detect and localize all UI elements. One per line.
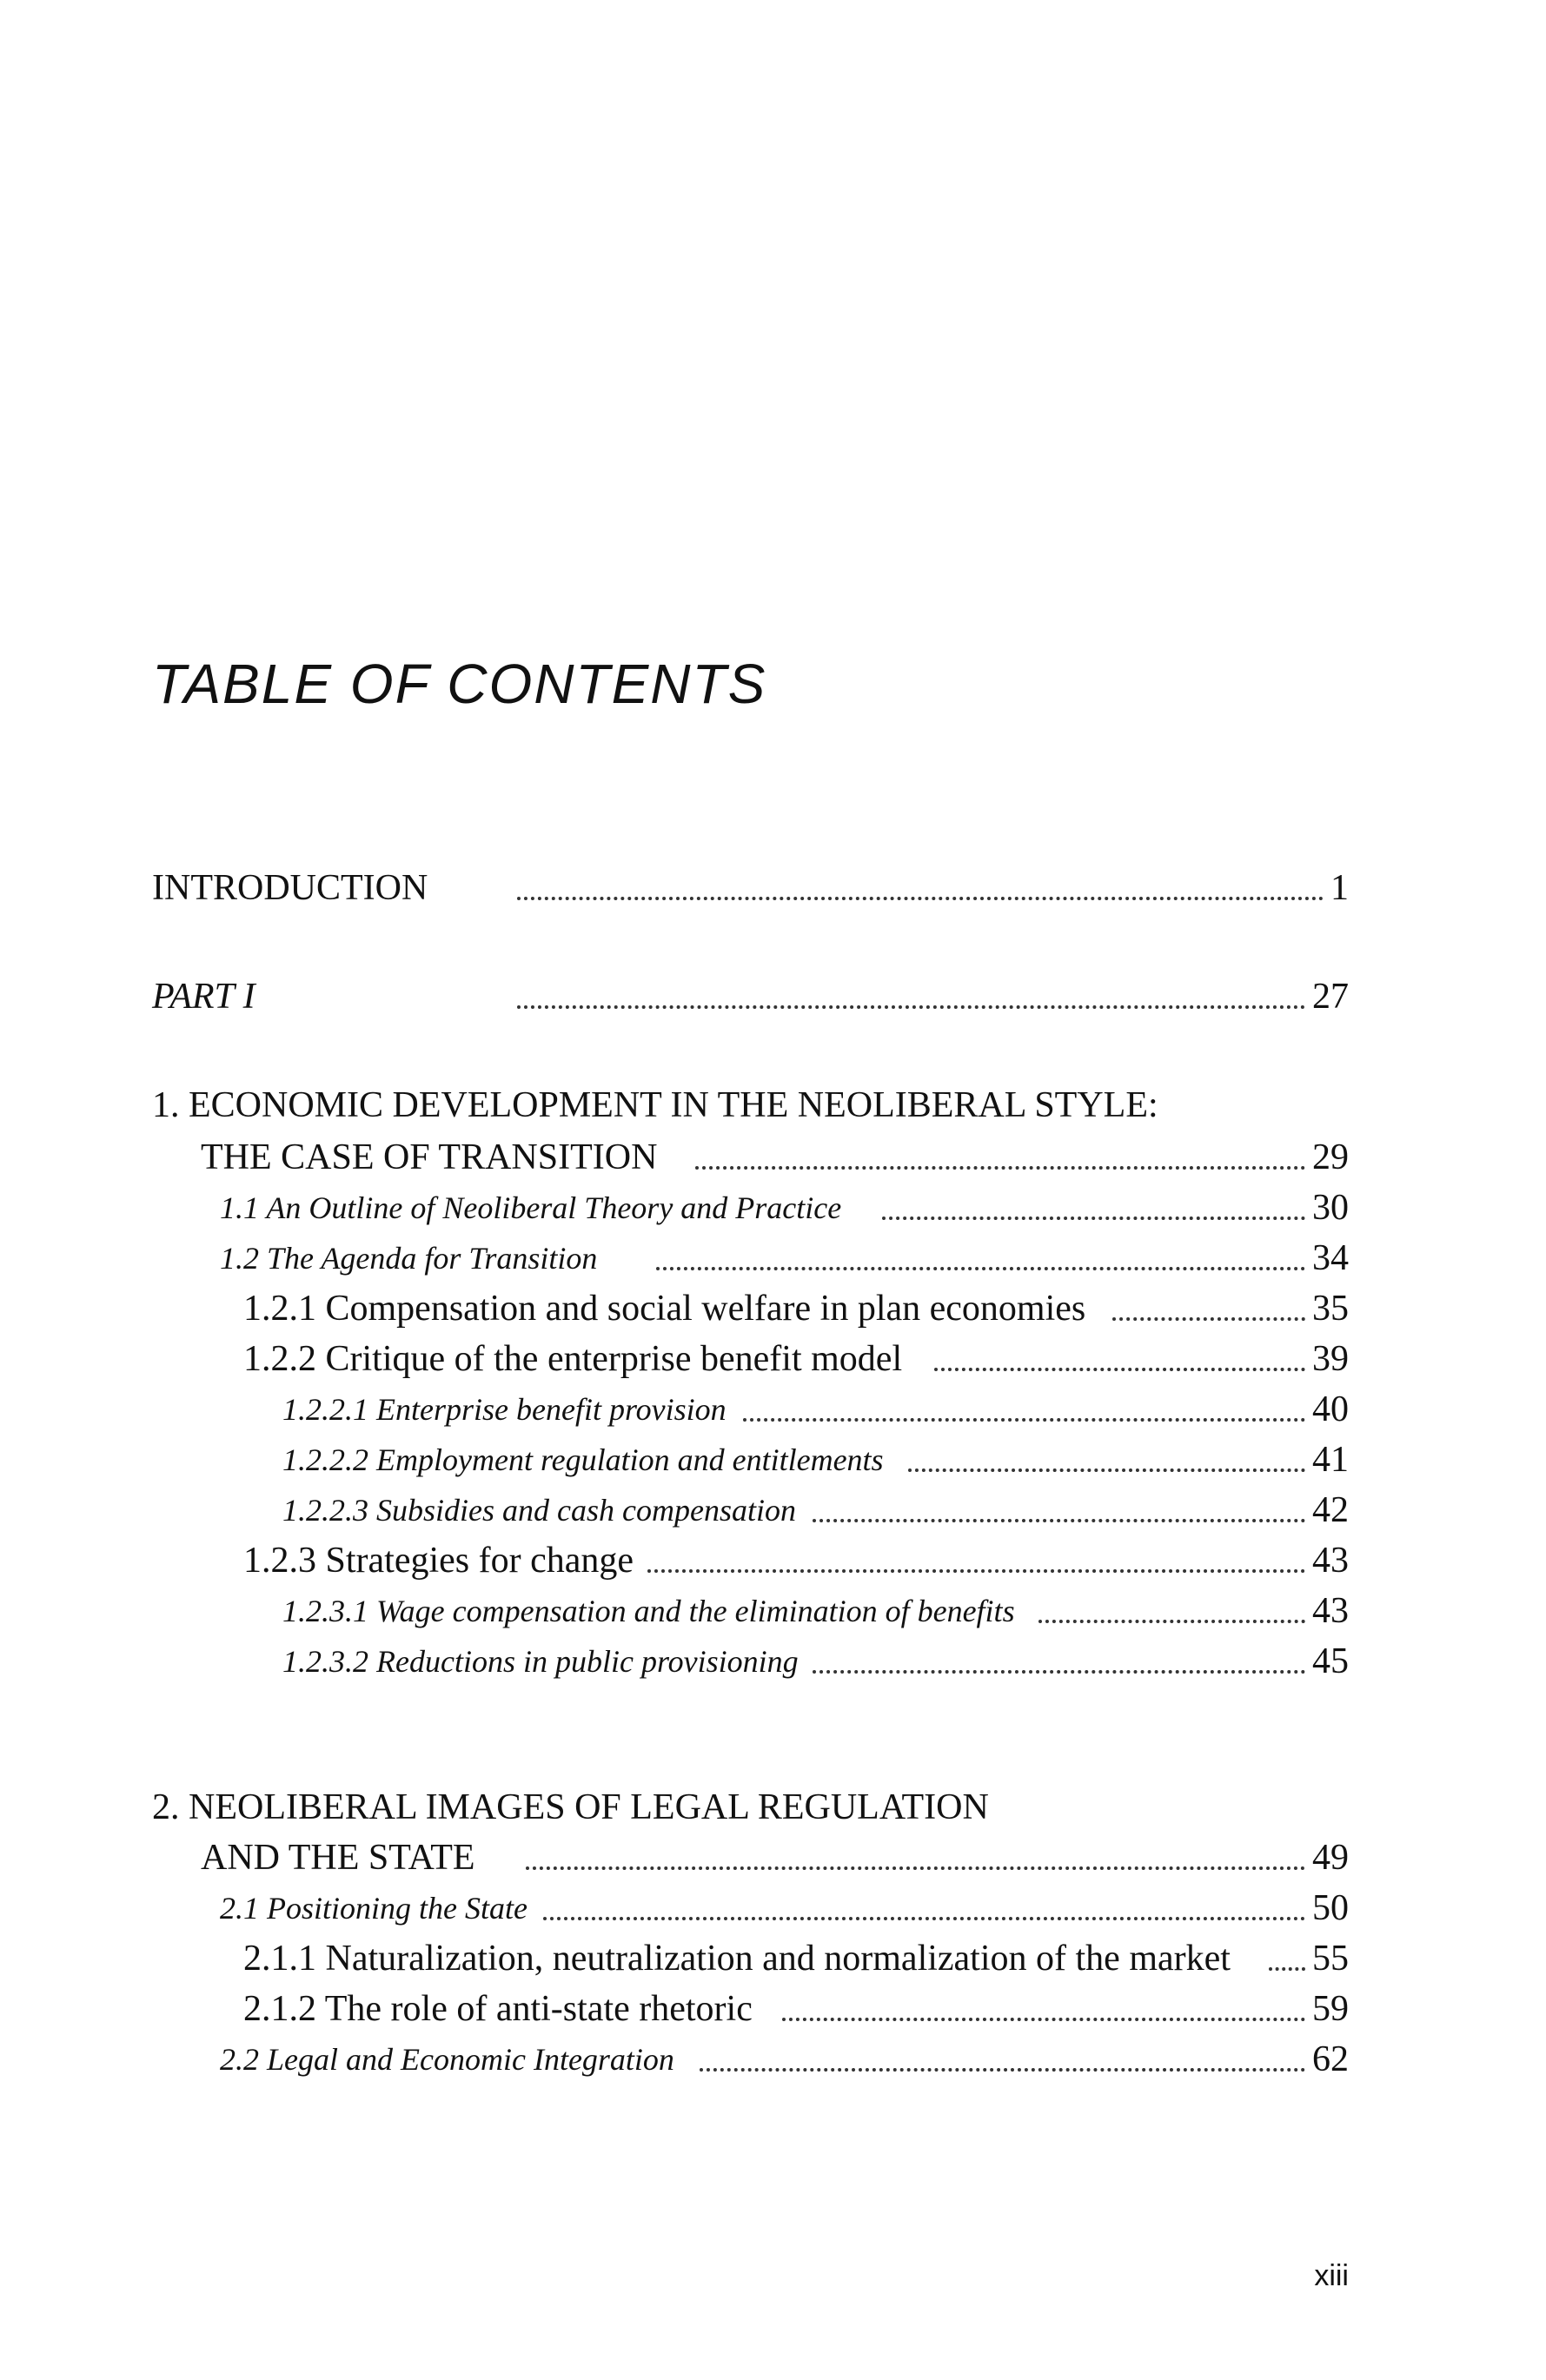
leader-dots	[1038, 1620, 1305, 1623]
toc-entry-label: PART I	[152, 977, 255, 1017]
toc-entry-1-2	[0, 1232, 1546, 1284]
leader-dots	[882, 1217, 1305, 1220]
toc-entry-2-2	[0, 2033, 1546, 2085]
toc-entry-page: 30	[1312, 1188, 1349, 1228]
toc-entry-2-1	[0, 1882, 1546, 1934]
toc-entry-part-1	[0, 971, 1546, 1023]
toc-entry-introduction	[0, 862, 1546, 914]
leader-dots	[526, 1866, 1305, 1870]
leader-dots	[517, 1005, 1305, 1009]
leader-dots	[1269, 1967, 1305, 1971]
toc-entry-page: 34	[1312, 1238, 1349, 1278]
leader-dots	[1112, 1317, 1305, 1321]
chapter-2-heading: 2. NEOLIBERAL IMAGES OF LEGAL REGULATION	[152, 1787, 989, 1827]
leader-dots	[743, 1418, 1305, 1422]
toc-entry-page: 42	[1312, 1490, 1349, 1530]
toc-entry-2-1-1	[0, 1933, 1546, 1985]
toc-entry-2-1-2	[0, 1983, 1546, 2035]
leader-dots	[782, 2018, 1305, 2021]
leader-dots	[813, 1670, 1305, 1674]
toc-entry-1-2-2-1	[0, 1383, 1546, 1435]
leader-dots	[543, 1917, 1305, 1920]
page-title: TABLE OF CONTENTS	[152, 653, 767, 715]
toc-entry-label: 1.2 The Agenda for Transition	[220, 1241, 598, 1276]
toc-entry-page: 41	[1312, 1440, 1349, 1480]
toc-entry-label: 1.1 An Outline of Neoliberal Theory and Practice	[220, 1190, 842, 1225]
page-number: xiii	[1314, 2259, 1349, 2292]
toc-entry-label: 1.2.3.1 Wage compensation and the elimination of benefits	[282, 1594, 1015, 1628]
toc-entry-label: 1.2.1 Compensation and social welfare in plan economies	[243, 1289, 1086, 1329]
toc-entry-label: 2.2 Legal and Economic Integration	[220, 2042, 674, 2077]
toc-entry-label: 2.1.1 Naturalization, neutralization and normalization of the market	[243, 1939, 1231, 1979]
toc-entry-label: THE CASE OF TRANSITION	[201, 1137, 658, 1177]
toc-entry-1-2-2-3	[0, 1484, 1546, 1536]
toc-entry-1-2-1	[0, 1283, 1546, 1335]
toc-entry-page: 39	[1312, 1339, 1349, 1379]
leader-dots	[813, 1519, 1305, 1522]
leader-dots	[517, 897, 1324, 900]
toc-entry-1-2-3-1	[0, 1585, 1546, 1637]
toc-entry-1-2-3-2	[0, 1635, 1546, 1687]
leader-dots	[908, 1468, 1305, 1472]
toc-entry-chapter-1	[0, 1131, 1546, 1183]
toc-entry-1-1	[0, 1182, 1546, 1234]
toc-entry-label: 1.2.2.2 Employment regulation and entitlements	[282, 1442, 884, 1477]
toc-entry-page: 50	[1312, 1888, 1349, 1928]
toc-entry-label: 2.1 Positioning the State	[220, 1891, 527, 1926]
toc-entry-page: 35	[1312, 1289, 1349, 1329]
toc-entry-page: 43	[1312, 1591, 1349, 1631]
toc-entry-page: 55	[1312, 1939, 1349, 1979]
leader-dots	[647, 1569, 1305, 1573]
toc-entry-label: 1.2.3 Strategies for change	[243, 1541, 634, 1581]
toc-entry-page: 1	[1330, 868, 1349, 908]
toc-entry-chapter-2	[0, 1832, 1546, 1884]
toc-entry-label: 2.1.2 The role of anti-state rhetoric	[243, 1989, 753, 2029]
toc-entry-page: 43	[1312, 1541, 1349, 1581]
toc-entry-1-2-2-2	[0, 1434, 1546, 1486]
toc-entry-page: 49	[1312, 1838, 1349, 1878]
toc-entry-1-2-2	[0, 1333, 1546, 1385]
toc-entry-label: 1.2.3.2 Reductions in public provisioning	[282, 1644, 799, 1679]
toc-entry-label: 1.2.2.1 Enterprise benefit provision	[282, 1392, 727, 1427]
toc-entry-page: 29	[1312, 1137, 1349, 1177]
leader-dots	[695, 1166, 1305, 1170]
toc-entry-label: INTRODUCTION	[152, 868, 428, 908]
leader-dots	[700, 2068, 1305, 2072]
toc-entry-page: 40	[1312, 1389, 1349, 1429]
toc-entry-1-2-3	[0, 1535, 1546, 1587]
toc-entry-label: 1.2.2.3 Subsidies and cash compensation	[282, 1493, 796, 1528]
toc-entry-page: 27	[1312, 977, 1349, 1017]
leader-dots	[934, 1368, 1305, 1371]
toc-entry-page: 45	[1312, 1641, 1349, 1681]
toc-entry-label: 1.2.2 Critique of the enterprise benefit model	[243, 1339, 903, 1379]
chapter-1-heading: 1. ECONOMIC DEVELOPMENT IN THE NEOLIBERAL STYLE:	[152, 1085, 1158, 1125]
leader-dots	[656, 1267, 1305, 1270]
toc-entry-page: 62	[1312, 2039, 1349, 2079]
toc-entry-label: AND THE STATE	[201, 1838, 475, 1878]
toc-entry-page: 59	[1312, 1989, 1349, 2029]
